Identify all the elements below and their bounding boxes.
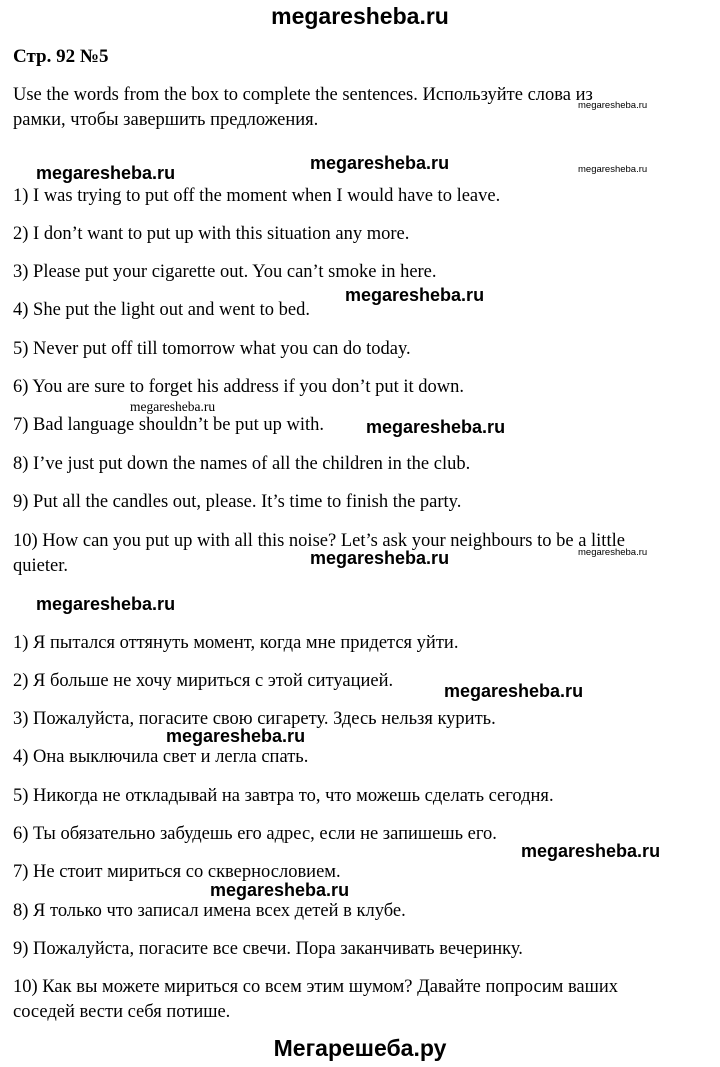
- russian-sentence-2: 2) Я больше не хочу мириться с этой ситуацией.: [13, 671, 394, 691]
- watermark: megaresheba.ru: [578, 164, 648, 175]
- instruction-line-2: рамки, чтобы завершить предложения.: [13, 110, 319, 130]
- russian-sentence-3: 3) Пожалуйста, погасите свою сигарету. Здесь нельзя курить.: [13, 709, 496, 729]
- english-sentence-10-cont: quieter.: [13, 556, 68, 576]
- english-sentence-4: 4) She put the light out and went to bed.: [13, 300, 310, 320]
- english-sentence-7: 7) Bad language shouldn’t be put up with.: [13, 415, 325, 435]
- watermark: megaresheba.ru: [521, 841, 661, 861]
- english-sentence-9: 9) Put all the candles out, please. It’s time to finish the party.: [13, 492, 462, 512]
- russian-sentence-10: 10) Как вы можете мириться со всем этим шумом? Давайте попросим ваших: [13, 977, 619, 997]
- watermark: megaresheba.ru: [310, 153, 450, 173]
- site-footer: Мегарешеба.ру: [273, 1035, 447, 1061]
- russian-sentence-1: 1) Я пытался оттянуть момент, когда мне придется уйти.: [13, 633, 459, 653]
- russian-sentence-6: 6) Ты обязательно забудешь его адрес, если не запишешь его.: [13, 824, 497, 844]
- english-sentence-2: 2) I don’t want to put up with this situation any more.: [13, 224, 410, 244]
- watermark: megaresheba.ru: [578, 100, 648, 111]
- english-sentence-1: 1) I was trying to put off the moment when I would have to leave.: [13, 186, 501, 206]
- russian-sentence-10-cont: соседей вести себя потише.: [13, 1002, 231, 1022]
- watermark: megaresheba.ru: [210, 880, 350, 900]
- russian-sentence-9: 9) Пожалуйста, погасите все свечи. Пора заканчивать вечеринку.: [13, 939, 523, 959]
- russian-sentence-7: 7) Не стоит мириться со сквернословием.: [13, 862, 341, 882]
- russian-sentence-4: 4) Она выключила свет и легла спать.: [13, 747, 309, 767]
- english-sentence-10: 10) How can you put up with all this noise? Let’s ask your neighbours to be a little: [13, 531, 625, 551]
- site-header: megaresheba.ru: [271, 3, 449, 29]
- exercise-title: Стр. 92 №5: [13, 46, 109, 67]
- watermark: megaresheba.ru: [366, 417, 506, 437]
- english-sentence-3: 3) Please put your cigarette out. You can’t smoke in here.: [13, 262, 437, 282]
- english-sentence-8: 8) I’ve just put down the names of all the children in the club.: [13, 454, 471, 474]
- watermark: megaresheba.ru: [36, 163, 176, 183]
- watermark: megaresheba.ru: [36, 594, 176, 614]
- watermark: megaresheba.ru: [444, 681, 584, 701]
- english-sentence-6: 6) You are sure to forget his address if you don’t put it down.: [13, 377, 464, 397]
- english-sentence-5: 5) Never put off till tomorrow what you can do today.: [13, 339, 411, 359]
- watermark: megaresheba.ru: [578, 547, 648, 558]
- watermark: megaresheba.ru: [130, 399, 216, 414]
- russian-sentence-8: 8) Я только что записал имена всех детей в клубе.: [13, 901, 406, 921]
- russian-sentence-5: 5) Никогда не откладывай на завтра то, что можешь сделать сегодня.: [13, 786, 554, 806]
- watermark: megaresheba.ru: [166, 726, 306, 746]
- watermark: megaresheba.ru: [345, 285, 485, 305]
- instruction-line-1: Use the words from the box to complete the sentences. Используйте слова из: [13, 85, 593, 105]
- watermark: megaresheba.ru: [310, 548, 450, 568]
